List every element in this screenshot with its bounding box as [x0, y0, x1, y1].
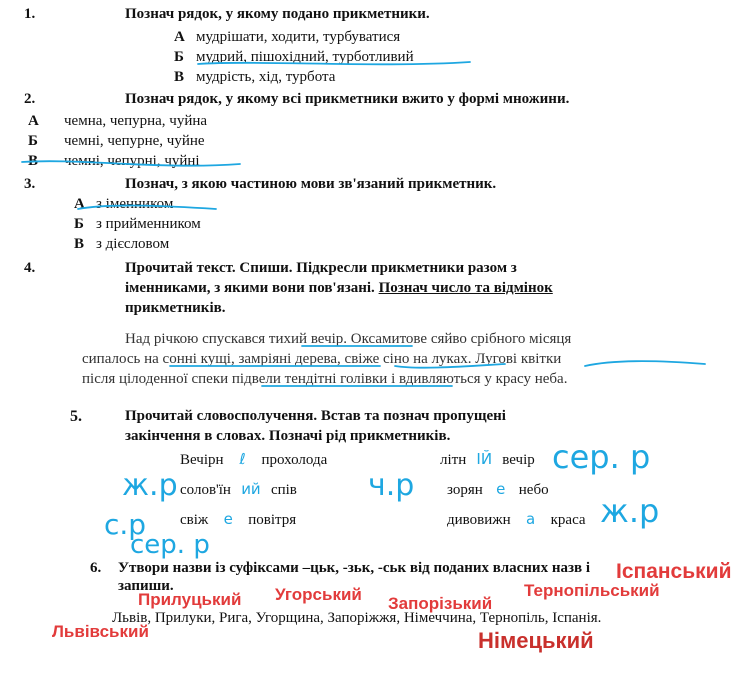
answer-label: Прилуцький	[138, 590, 242, 609]
gender-mark: сер. р	[130, 530, 210, 560]
phrase-ending[interactable]: ℓ	[239, 450, 246, 468]
task-2-number: 2.	[24, 91, 36, 107]
option-letter: Б	[28, 133, 38, 149]
phrase-noun: небо	[518, 482, 549, 498]
phrase-ending[interactable]: е	[496, 480, 506, 498]
task-6-question-line-2: запиши.	[118, 578, 174, 594]
answer-label: Німецький	[478, 628, 594, 653]
task-1-option-c[interactable]	[174, 69, 335, 86]
task-1-number: 1.	[24, 6, 36, 22]
answer-label: Угорський	[275, 585, 362, 604]
option-text: з іменником	[96, 196, 174, 212]
gender-mark: ж.р	[122, 468, 178, 503]
phrase-word: солов'їн	[180, 482, 231, 498]
option-letter: В	[28, 153, 39, 169]
task-6-number: 6.	[90, 560, 102, 576]
phrase-5	[180, 510, 296, 529]
task-5-question-line-2: закінчення в словах. Позначі рід прикметників.	[125, 428, 451, 444]
phrase-ending[interactable]: е	[223, 510, 233, 528]
task-6-words: Львів, Прилуки, Рига, Угорщина, Запоріжжя, Німеччина, Тернопіль, Іспанія.	[112, 610, 602, 626]
task-1-question: Познач рядок, у якому подано прикметники.	[125, 6, 430, 22]
phrase-noun: спів	[270, 482, 297, 498]
option-text: з дієсловом	[96, 236, 170, 252]
phrase-1	[180, 450, 327, 469]
task-4-question-line-2	[125, 280, 553, 297]
phrase-word: літн	[440, 452, 467, 468]
task-3-question: Познач, з якою частиною мови зв'язаний прикметник.	[125, 176, 497, 192]
phrase-ending[interactable]: ий	[241, 480, 261, 498]
option-letter: Б	[74, 216, 84, 232]
gender-mark: ч.р	[368, 468, 415, 503]
option-letter: А	[74, 196, 85, 212]
task-1-option-a[interactable]	[174, 29, 400, 46]
option-text: чемні, чепурні, чуйні	[64, 153, 200, 169]
gender-mark: с.р	[104, 508, 147, 541]
option-letter: А	[28, 113, 39, 129]
task-3-option-c[interactable]	[74, 236, 169, 253]
phrase-4	[447, 480, 549, 499]
task-4-text-line-1: Над річкою спускався тихий вечір. Оксамитове сяйво срібного місяця	[125, 331, 572, 347]
task-2-option-a[interactable]	[28, 113, 207, 130]
task-2-option-b[interactable]	[28, 133, 205, 150]
option-text: мудрішати, ходити, турбуватися	[196, 29, 401, 45]
task-2-question: Познач рядок, у якому всі прикметники вжито у формі множини.	[125, 91, 570, 107]
gender-mark: сер. р	[552, 438, 651, 476]
task-4-text-line-2: сипалось на сонні кущі, замріяні дерева, свіже сіно на луках. Лугові квітки	[82, 351, 562, 367]
phrase-word: дивовижн	[447, 512, 511, 528]
task-3-number: 3.	[24, 176, 36, 192]
answer-label: Львівський	[52, 622, 149, 641]
phrase-3	[180, 480, 297, 499]
task-3-option-b[interactable]	[74, 216, 201, 233]
task-5-number: 5.	[70, 408, 82, 425]
option-letter: В	[74, 236, 85, 252]
phrase-ending[interactable]: а	[526, 510, 536, 528]
option-letter: А	[174, 29, 185, 45]
task-4-text-line-3: після цілоденної спеки підвели тендітні голівки і вдивляються у красу неба.	[82, 371, 568, 387]
answer-label: Запорізький	[388, 594, 493, 613]
option-text: мудрий, пішохідний, турботливий	[196, 49, 414, 65]
phrase-ending[interactable]: ІЙ	[476, 450, 493, 468]
task-4-question-underlined: Познач число та відмінок	[378, 280, 553, 296]
task-6-question-line-1: Утвори назви із суфіксами –цьк, -зьк, -ськ від поданих власних назв і	[118, 560, 591, 576]
phrase-2	[440, 450, 535, 469]
option-text: чемні, чепурне, чуйне	[64, 133, 205, 149]
task-3-option-a[interactable]	[74, 196, 173, 213]
task-4-question-line-1: Прочитай текст. Спиши. Підкресли прикметники разом з	[125, 260, 517, 276]
option-text: чемна, чепурна, чуйна	[64, 113, 208, 129]
phrase-word: зорян	[447, 482, 483, 498]
phrase-word: Вечірн	[180, 452, 224, 468]
phrase-noun: прохолода	[261, 452, 328, 468]
task-4-question-part: іменниками, з якими вони пов'язані.	[125, 280, 379, 296]
answer-label: Тернопільський	[524, 581, 660, 600]
phrase-noun: повітря	[248, 512, 297, 528]
phrase-6	[447, 510, 586, 529]
task-2-option-c[interactable]	[28, 153, 200, 170]
gender-mark: ж.р	[600, 492, 660, 530]
task-1-option-b[interactable]	[174, 49, 414, 66]
task-4-question-line-3: прикметників.	[125, 300, 226, 316]
answer-label: Іспанський	[616, 560, 732, 583]
phrase-noun: вечір	[502, 452, 535, 468]
phrase-word: свіж	[180, 512, 209, 528]
underline-stroke	[585, 361, 705, 366]
option-letter: В	[174, 69, 185, 85]
task-4-number: 4.	[24, 260, 36, 276]
phrase-noun: краса	[550, 512, 586, 528]
option-letter: Б	[174, 49, 184, 65]
option-text: мудрість, хід, турбота	[196, 69, 336, 85]
option-text: з прийменником	[96, 216, 201, 232]
task-5-question-line-1: Прочитай словосполучення. Встав та познач пропущені	[125, 408, 506, 424]
